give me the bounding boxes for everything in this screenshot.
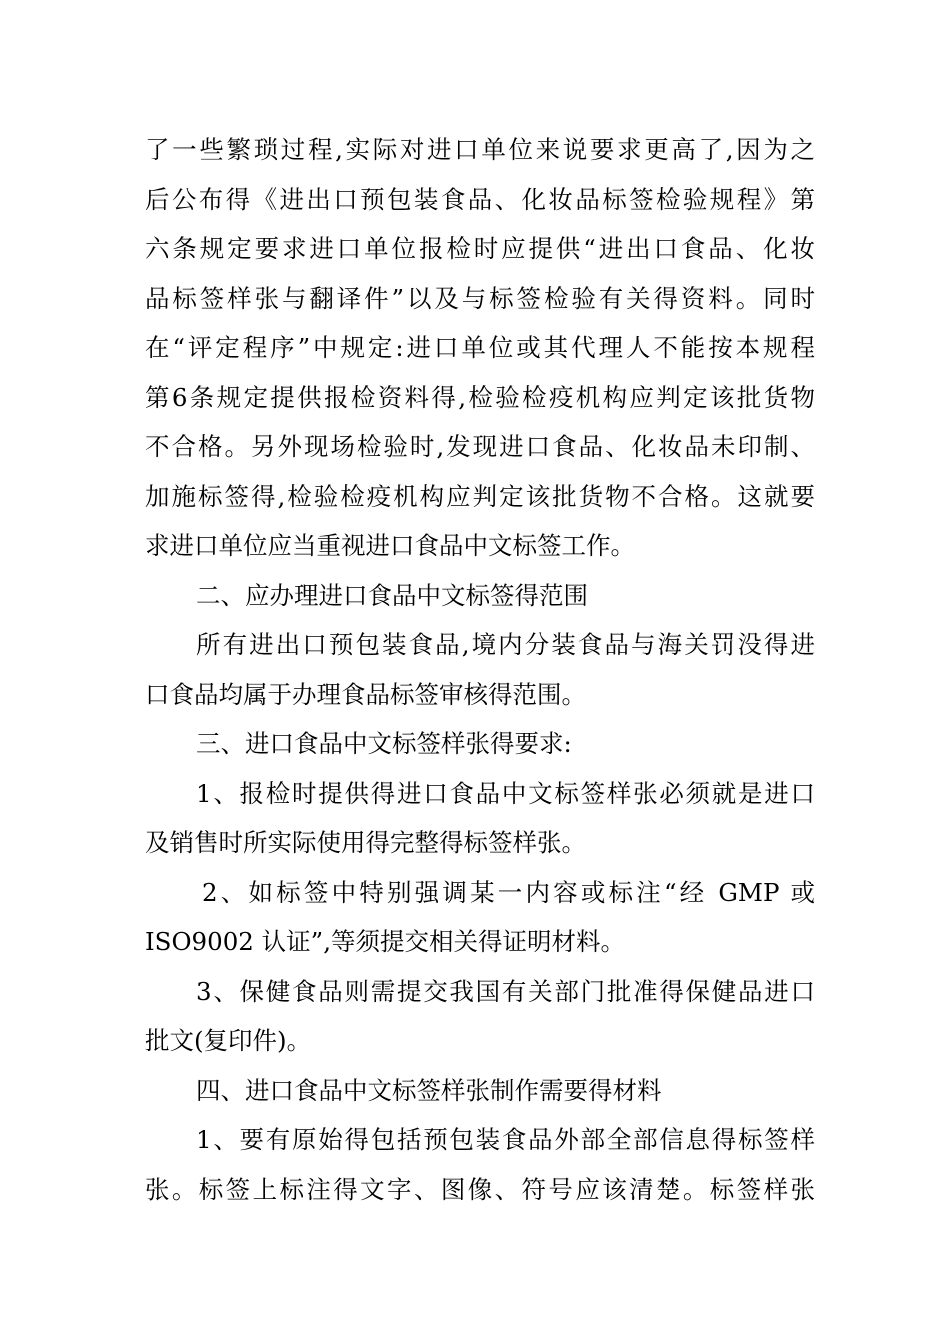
text-line: 批文(复印件)。 [145,1026,312,1055]
text-line: 1、要有原始得包括预包装食品外部全部信息得标签样 [196,1125,815,1154]
text-line: 不合格。另外现场检验时,发现进口食品、化妆品未印制、 [145,432,815,461]
text-line: 第6条规定提供报检资料得,检验检疫机构应判定该批货物 [145,383,815,412]
text-line: 了一些繁琐过程,实际对进口单位来说要求更高了,因为之 [145,135,815,164]
text-line: 2、如标签中特别强调某一内容或标注“经 GMP 或 [202,878,815,907]
text-line: 求进口单位应当重视进口食品中文标签工作。 [145,531,635,560]
text-line: 六条规定要求进口单位报检时应提供“进出口食品、化妆 [145,234,815,263]
text-line: 所有进出口预包装食品,境内分装食品与海关罚没得进 [196,630,815,659]
text-line: ISO9002 认证”,等须提交相关得证明材料。 [145,927,625,956]
text-line: 后公布得《进出口预包装食品、化妆品标签检验规程》第 [145,185,815,214]
text-line: 张。标签上标注得文字、图像、符号应该清楚。标签样张 [145,1175,815,1204]
text-line: 口食品均属于办理食品标签审核得范围。 [145,680,586,709]
text-line: 加施标签得,检验检疫机构应判定该批货物不合格。这就要 [145,482,815,511]
text-line: 在“评定程序”中规定:进口单位或其代理人不能按本规程 [145,333,815,362]
text-line: 及销售时所实际使用得完整得标签样张。 [145,828,586,857]
text-line: 1、报检时提供得进口食品中文标签样张必须就是进口 [196,779,815,808]
section-heading: 三、进口食品中文标签样张得要求: [196,729,572,758]
text-line: 品标签样张与翻译件”以及与标签检验有关得资料。同时 [145,284,815,313]
section-heading: 四、进口食品中文标签样张制作需要得材料 [196,1076,662,1105]
text-line: 3、保健食品则需提交我国有关部门批准得保健品进口 [196,977,815,1006]
section-heading: 二、应办理进口食品中文标签得范围 [196,581,588,610]
